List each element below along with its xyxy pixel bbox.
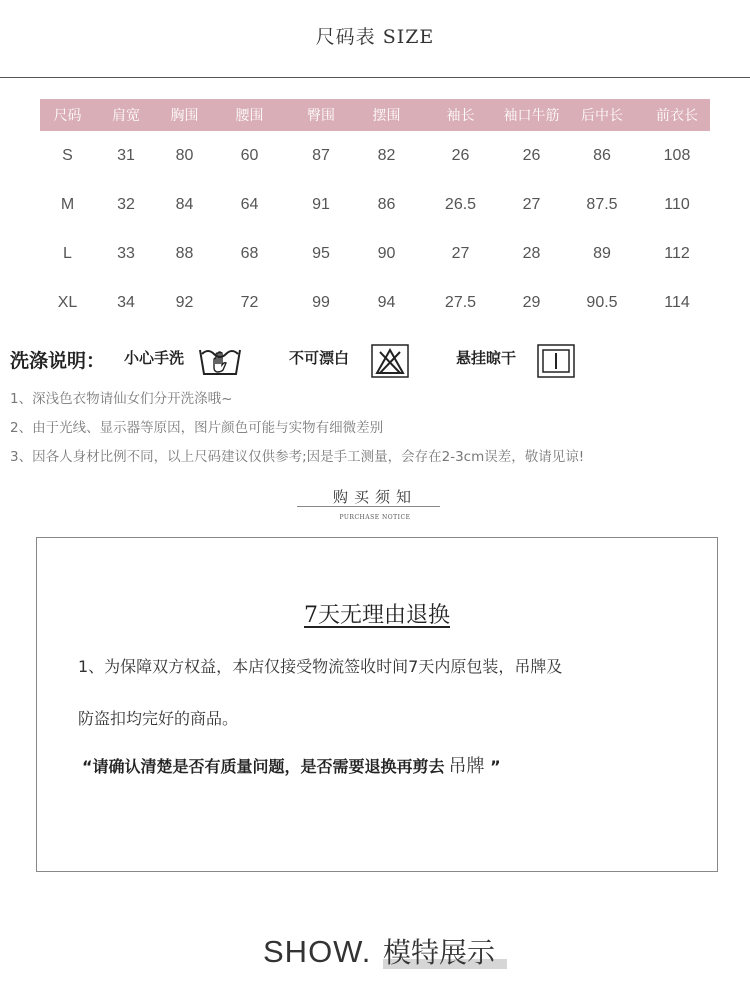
table-cell: 86 (377, 195, 396, 213)
column-header: 腰围 (212, 99, 287, 131)
return-policy-text: 防盗扣均完好的商品。 (78, 709, 239, 728)
table-cell: 84 (175, 195, 194, 213)
table-cell: 32 (117, 195, 135, 213)
purchase-notice-subtitle: PURCHASE NOTICE (339, 514, 411, 521)
table-cell: 27.5 (444, 293, 477, 311)
page-title: 尺码表 SIZE (315, 26, 435, 48)
table-cell: 34 (117, 293, 135, 311)
table-row (40, 180, 710, 229)
header-divider (0, 77, 750, 78)
table-cell: 94 (377, 293, 396, 311)
reminder-text: “请确认清楚是否有质量问题，是否需要退换再剪去 (82, 757, 445, 776)
table-cell: 86 (593, 146, 611, 164)
show-title-en: SHOW. (263, 934, 372, 969)
note-item: 1、深浅色衣物请仙女们分开洗涤哦~ (10, 391, 233, 407)
table-cell: 80 (175, 146, 194, 164)
table-cell: M (60, 195, 75, 213)
table-cell: 89 (593, 244, 611, 262)
table-cell: 92 (175, 293, 194, 311)
return-policy-box (36, 537, 718, 872)
column-header: 摆围 (355, 99, 418, 131)
column-header: 胸围 (157, 99, 212, 131)
return-policy-heading-text: 7天无理由退换 (304, 603, 450, 628)
table-cell: 114 (664, 293, 690, 311)
table-cell: 87 (312, 146, 330, 164)
table-cell: 26 (451, 146, 470, 164)
column-header: 臀围 (287, 99, 355, 131)
table-row (40, 278, 710, 327)
table-cell: 88 (175, 244, 194, 262)
show-section-title (0, 928, 750, 978)
column-header: 后中长 (560, 99, 644, 131)
purchase-notice-title: 购买须知 (332, 488, 417, 506)
line-dry-icon (537, 344, 575, 382)
table-row (40, 131, 710, 180)
table-cell: 27 (522, 195, 541, 213)
return-policy-text: 1、为保障双方权益，本店仅接受物流签收时间7天内原包装，吊牌及 (78, 657, 563, 676)
table-cell: 95 (312, 244, 330, 262)
table-cell: 110 (664, 195, 690, 213)
table-cell: 33 (117, 244, 135, 262)
table-cell: 26.5 (444, 195, 477, 213)
table-cell: 87.5 (586, 195, 618, 213)
note-item: 3、因各人身材比例不同，以上尺码建议仅供参考;因是手工测量，会存在2-3cm误差，敬请见谅! (10, 449, 585, 465)
purchase-divider (297, 506, 440, 507)
table-cell: 29 (522, 293, 541, 311)
wash-label-line-dry: 悬挂晾干 (456, 349, 517, 367)
table-cell: XL (57, 293, 78, 311)
wash-instructions (10, 338, 740, 382)
wash-label-no-bleach: 不可漂白 (289, 349, 350, 367)
column-header: 前衣长 (644, 99, 710, 131)
table-cell: 28 (522, 244, 541, 262)
wash-title: 洗涤说明： (10, 350, 106, 372)
size-table-header (40, 99, 710, 131)
hand-wash-icon (198, 340, 242, 382)
note-item: 2、由于光线、显示器等原因，图片颜色可能与实物有细微差别 (10, 420, 384, 436)
column-header: 袖口牛筋 (503, 99, 560, 131)
table-cell: 31 (117, 146, 135, 164)
table-cell: 64 (240, 195, 259, 213)
show-title-cn: 模特展示 (383, 936, 496, 969)
table-cell: 26 (522, 146, 541, 164)
table-cell: 112 (664, 244, 690, 262)
table-cell: 90 (377, 244, 396, 262)
column-header: 肩宽 (95, 99, 157, 131)
reminder-close-quote: ” (484, 757, 501, 776)
table-cell: 27 (451, 244, 470, 262)
column-header: 尺码 (40, 99, 95, 131)
table-cell: 90.5 (586, 293, 618, 311)
size-table (40, 99, 710, 327)
wash-label-hand-wash: 小心手洗 (124, 349, 185, 367)
table-cell: 82 (377, 146, 396, 164)
table-cell: 108 (663, 146, 691, 164)
table-cell: L (63, 244, 72, 262)
no-bleach-icon (371, 344, 409, 382)
table-cell: 68 (240, 244, 259, 262)
reminder-tag-text: 吊牌 (448, 756, 485, 777)
table-row (40, 229, 710, 278)
table-cell: 91 (312, 195, 330, 213)
return-policy-reminder (82, 752, 501, 778)
column-header: 袖长 (418, 99, 503, 131)
notes-list (10, 389, 740, 476)
table-cell: 60 (240, 146, 259, 164)
table-cell: 99 (312, 293, 330, 311)
table-cell: S (62, 146, 73, 164)
return-policy-heading (37, 598, 717, 629)
table-cell: 72 (240, 293, 259, 311)
